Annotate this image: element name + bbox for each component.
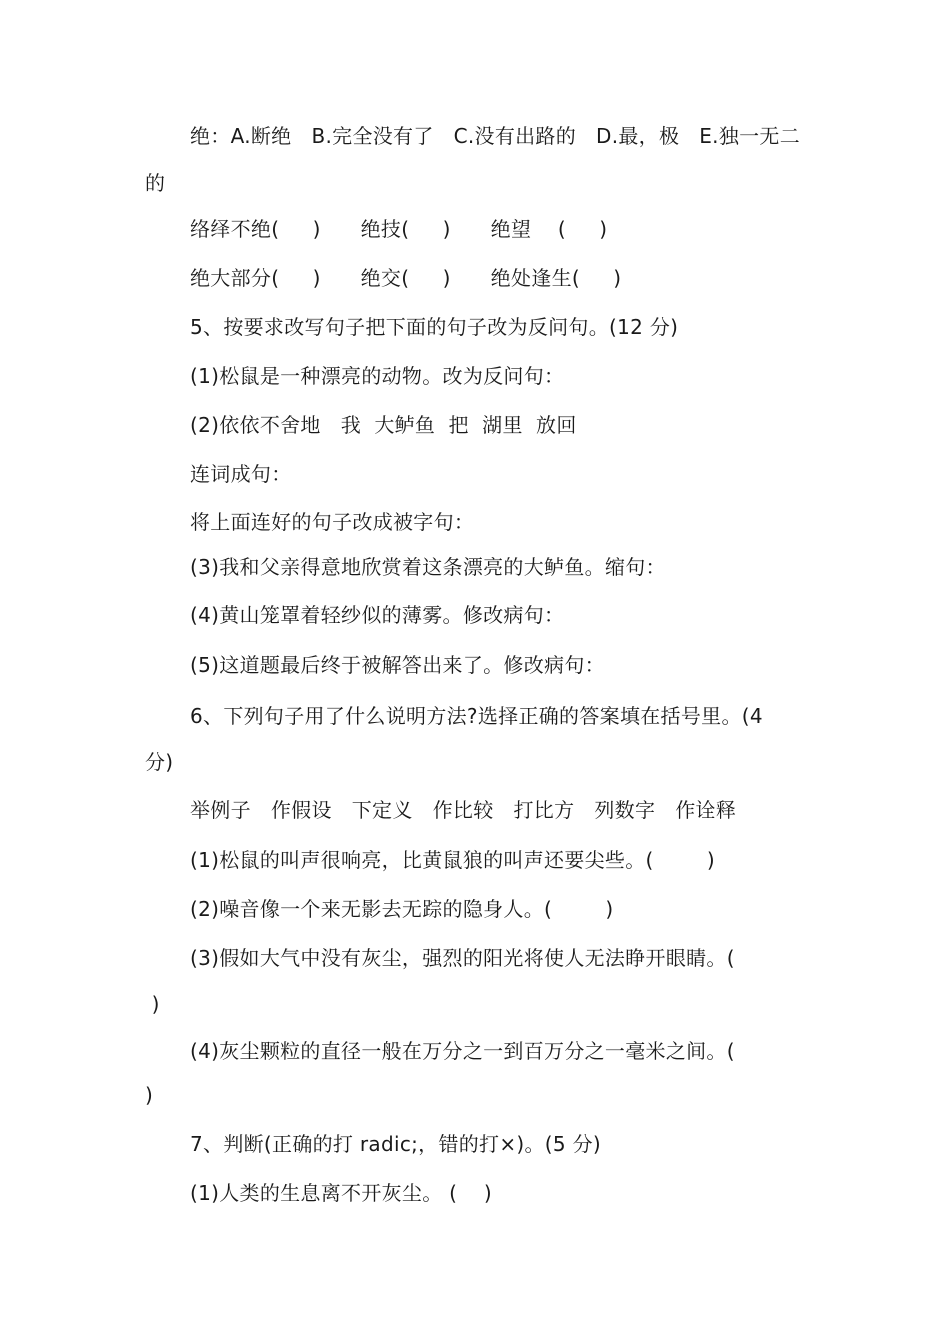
question-6-methods: 举例子 作假设 下定义 作比较 打比方 列数字 作诠释 [190, 798, 737, 822]
question-6-heading: 6、下列句子用了什么说明方法?选择正确的答案填在括号里。(4 [190, 704, 763, 728]
question-6-item-1: (1)松鼠的叫声很响亮，比黄鼠狼的叫声还要尖些。( ) [190, 848, 715, 872]
question-7-heading: 7、判断(正确的打 radic;，错的打×)。(5 分) [190, 1132, 601, 1156]
option-list-jue: 绝：A.断绝 B.完全没有了 C.没有出路的 D.最，极 E.独一无二 [190, 124, 801, 148]
question-5-item-1: (1)松鼠是一种漂亮的动物。改为反问句： [190, 364, 565, 388]
question-6-item-3-wrap: ) [145, 992, 160, 1016]
question-5-item-2: (2)依依不舍地 我 大鲈鱼 把 湖里 放回 [190, 413, 577, 437]
option-list-jue-wrap: 的 [145, 171, 166, 195]
question-6-item-2: (2)噪音像一个来无影去无踪的隐身人。( ) [190, 897, 614, 921]
fill-blank-row-2: 绝大部分( ) 绝交( ) 绝处逢生( ) [190, 266, 622, 290]
question-5-item-5: (5)这道题最后终于被解答出来了。修改病句： [190, 653, 605, 677]
question-5-item-4: (4)黄山笼罩着轻纱似的薄雾。修改病句： [190, 603, 565, 627]
question-5-item-2-sub-b: 将上面连好的句子改成被字句： [190, 510, 475, 534]
question-6-item-4-wrap: ) [145, 1083, 154, 1107]
question-5-item-2-sub-a: 连词成句： [190, 462, 292, 486]
question-7-item-1: (1)人类的生息离不开灰尘。 ( ) [190, 1181, 493, 1205]
question-5-heading: 5、按要求改写句子把下面的句子改为反问句。(12 分) [190, 315, 679, 339]
fill-blank-row-1: 络绎不绝( ) 绝技( ) 绝望 ( ) [190, 217, 608, 241]
question-6-item-4: (4)灰尘颗粒的直径一般在万分之一到百万分之一毫米之间。( [190, 1039, 735, 1063]
question-5-item-3: (3)我和父亲得意地欣赏着这条漂亮的大鲈鱼。缩句： [190, 555, 666, 579]
question-6-heading-wrap: 分) [145, 750, 174, 774]
question-6-item-3: (3)假如大气中没有灰尘，强烈的阳光将使人无法睁开眼睛。( [190, 946, 735, 970]
